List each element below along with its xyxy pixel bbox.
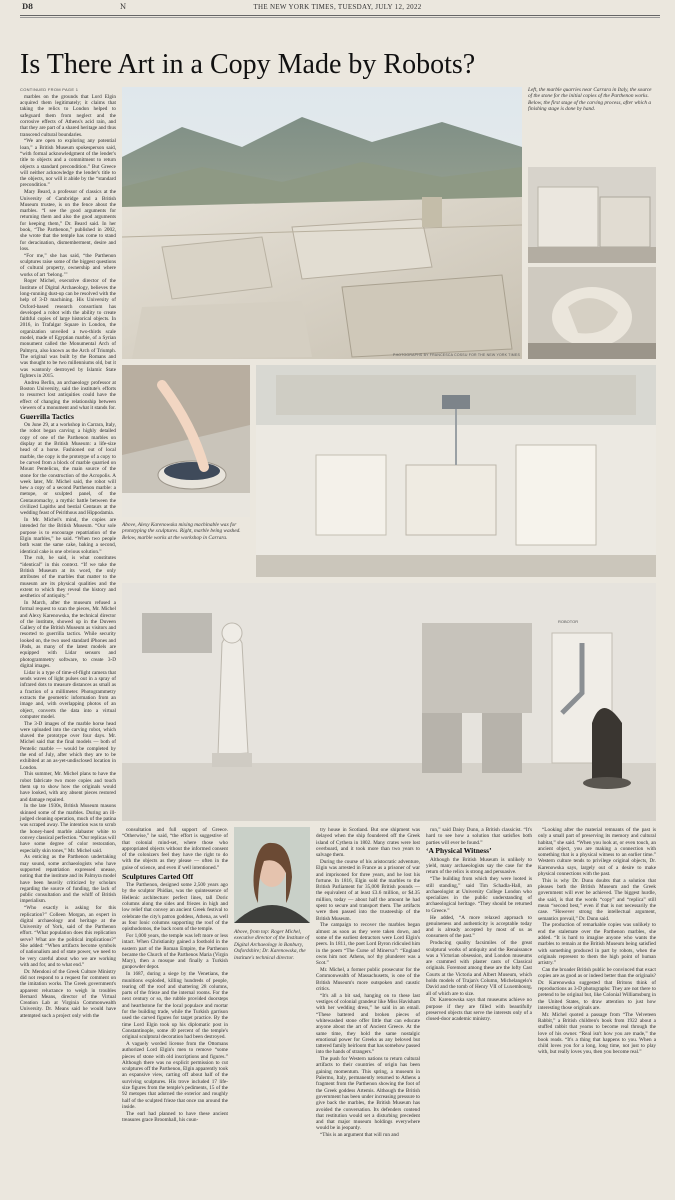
paragraph: In the late 1930s, British Museum masons skinned some of the marbles. During an ill-judged cleaning operation, much of the patina was scraped away. The intention was to scrub the honey-hued marble alabaster white to convey classical perfection. “Our replicas will have some degree of color restoration, especially skin tones,” Mr. Michel said. [20,803,116,854]
paragraph: The Parthenon, designed some 2,500 years ago by the sculptor Phidias, was the quintessence of Hellenic architecture: perfect lines, tall Doric columns along the sides and friezes in high and low relief that convey an ancient Greek festival to celebrate the city's patron goddess, Athena, as well as four Ionic columns supporting the roof of the opisthodomos, the back room of the temple. [122,882,228,933]
paragraph: For 1,000 years, the temple was left more or less intact. When Christianity gained a foothold in the eastern part of the Roman Empire, the Parthenon became the Church of the Parthenos Maria (Virgin Mary), then a mosque and finally a Turkish gunpowder depot. [122,932,228,971]
paragraph: On June 29, at a workshop in Carrara, Italy, the robot began carving a highly detailed copy of one of the Parthenon marbles on display at the British Museum: a life-size head of a horse. Fashioned out of local marble, the copy is the prototype of a copy to be carved from a block of marble quarried on Mount Pentelicus, the main source of the stone for the construction of the Acropolis. A week later, Mr. Michel said, the robot will hew a copy of a second Parthenon marble: a metope, or sculpted panel, of the Centauromachy, a mythic battle between the civilized Lapiths and bestial Centaurs at the wedding feast of Peirithous and Hippodamia. [20,422,116,517]
paragraph: “This is an argument that will run and [320,1132,399,1139]
paragraph: The campaign to recover the marbles began almost as soon as they were taken down, and some of the earliest detractors were Lord Elgin's peers. In 1811, the poet Lord Byron ridiculed him in the poem “The Curse of Minerva”: “England owns him not: Athens, no! thy plunderer was a Scot.” [316,922,420,967]
paragraph: Producing quality facsimiles of the great sculptural works of antiquity and the Renaissance was a Victorian obsession, and London museums are crammed with plaster casts of Classical originals. Foremost among these are the lofty Cast Courts at the Victoria and Albert Museum, which holds models of Trajan's Column, Michelangelo's David and the tomb of Henry VII of Luxembourg, all of which are to size. [426,940,532,997]
paragraph: In Mr. Michel's mind, the copies are intended for the British Museum. “Our sole purpose is to encourage repatriation of the Elgin marbles,” he said. “When two people both want the same cake, baking a second, identical cake is one obvious solution.” [20,517,116,555]
paragraph: As enticing as the Parthenon undertaking may sound, some archaeologists who have supported repatriation expressed unease, noting that the institute and its Palmyra model have been heavily criticized by scholars regarding the source of funding, the lack of public consultation and the whiff of British imperialism. [20,854,116,905]
paragraph: marbles on the grounds that Lord Elgin acquired them legitimately; it claims that taking the relics to London helped to safeguard them from neglect and the corrosive effects of Athens's acid rain, and that they are part of a shared heritage and thus transcend cultural boundaries. [20,93,116,138]
carving-stage-photo [528,267,656,359]
top-rule-thin [20,17,660,18]
paragraph: “Who exactly is asking for this replication?” Colleen Morgan, an expert in digital archaeology and heritage at the University of York, said of the Parthenon effort. “What population does this replication serve? What are the political implications?” She added: “When artifacts become symbols of nationalism and of state power, we need to be very careful about who we are working with and for, and to what end.” [20,905,116,968]
workshop-gallery-photo [122,583,656,821]
paragraph: Roger Michel, executive director of the Institute of Digital Archaeology, believes the long-running dust-up can be resolved with the help of 3-D machining. His University of Oxford-based research consortium has developed a robot with the ability to create faithful copies of large historical objects. In 2016, in Trafalgar Square in London, the organization unveiled a two-thirds scale model, made of Egyptian marble, of a Syrian monument called the Monumental Arch of Palmyra, also known as the Arch of Triumph. The original was built by the Romans and was thought to be two millenniums old, but it was wantonly destroyed by Islamic State fighters in 2015. [20,278,116,379]
paragraph: This is why Dr. Dunn doubts that a solution that pleases both the British Museum and the Greek government will ever be achieved. The biggest hurdle, she said, is that the words “copy” and “replica” still mean “second best,” even if that is not necessarily the case. “However strong the intellectual argument, semantics prevail,” Dr. Dunn said. [538,877,656,922]
paragraph: The push for Western nations to return cultural artifacts to their countries of origin has been gaining momentum. This spring, a museum in Palermo, Italy, permanently returned to Athens a fragment from the Parthenon showing the foot of the Greek goddess Artemis. Although the British government has been under increasing pressure to give back the marbles, the British Museum has avoided the conversation. Its defenders contend that restitution would set a disturbing precedent and that major museum holdings everywhere would be in jeopardy. [316,1056,420,1132]
article-column-3 [316,827,420,1139]
photo-credit: PHOTOGRAPHS BY FRANCESCA COSSU FOR THE NEW YORK TIMES [393,353,520,357]
paragraph: Dr. Mendoni of the Greek Culture Ministry did not respond to a request for comment on the imitation works. The Greek government's apparent reluctance to weigh in troubles Bernard Means, director of the Virtual Creation Lab at Virginia Commonwealth University. Dr. Means said he would have attempted such a project only with the [20,968,116,1019]
paragraph: run,” said Daisy Dunn, a British classicist. “It's hard to see how a solution that satisfies both parties will ever be found.” [426,827,532,846]
paragraph: This summer, Mr. Michel plans to have the robot fabricate two more copies and touch them up to show how the originals would have looked, with any absent pieces restored and damage repaired. [20,771,116,803]
article-column-5 [538,827,656,1056]
paragraph: “The building from which they were looted is still standing,” said Tim Schadla-Hall, an archaeologist at University College London who specializes in the public understanding of archaeological heritage. “They should be returned to Greece.” [426,876,532,914]
paragraph: “We are open to exploring any potential loan,” a British Museum spokesperson said, “with formal acknowledgment of the lender's title to objects and a commitment to return objects a standard precondition.” But Greece will neither acknowledge the lender's title to the objects, nor will it abide by the “standard precondition.” [20,138,116,189]
edition-mark: N [120,3,127,11]
paragraph: The 3-D images of the marble horse head were uploaded into the carving robot, which shaved the prototype over four days. Mr. Michel said that the final models — both of Pentelic marble — would be completed by the end of July, after which they are to be exhibited at an as-yet-undisclosed location in London. [20,720,116,771]
marble-washing-photo [256,365,656,577]
paragraph: Can the broader British public be convinced that exact copies are as good as or indeed better than the originals? Dr. Karenowska suggested that Britons think of reproductions as 3-D photographs: They are not there to pretend to be original but, like Colonial Williamsburg in the United States, to draw attention to just how interesting those originals are. [538,967,656,1011]
article-column-4 [426,827,532,1023]
paragraph: In March, after the museum refused a formal request to scan the pieces, Mr. Michel and Alexy Karenowska, the technical director of the institute, showed up in the Duveen Gallery of the British Museum as visitors and resorted to guerrilla tactics. While security looked on, the two used standard iPhones and iPads, as many of the latest models are equipped with Lidar sensors and photogrammetry software, to create 3-D digital images. [20,599,116,669]
paragraph: Lidar is a type of time-of-flight camera that sends waves of light pulses out in a spray of infrared dots to measure distances as small as a fraction of a millimeter. Photogrammetry extracts the geometric information from an image and, with overlapping photos of an object, converts the data into a virtual computer model. [20,669,116,720]
headline: Is There Art in a Copy Made by Robots? [20,49,476,80]
top-rule [20,15,660,16]
portrait-photo [234,827,310,923]
paragraph: Dr. Karenowska says that museums achieve no purpose if they are filled with beautifully preserved objects that serve the interests only of a closed-door academic ministry. [426,997,532,1023]
paragraph: Although the British Museum is unlikely to yield, many archaeologists say the case for the return of the relics is strong and persuasive. [426,856,532,876]
paragraph: A vaguely worded license from the Ottomans authorized Lord Elgin's men to remove “some pieces of stone with old inscriptions and figures.” Although there was no explicit permission to cut sculptures off the Parthenon, Elgin apparently took an expansive view, carting off about half of the surviving sculptures. His trove included 17 life-size figures from the temple's pediments, 15 of the 92 metopes that adorned the exterior and roughly half of the sculpted frieze that once ran around the inside. [122,1041,228,1110]
continued-kicker: CONTINUED FROM PAGE 1 [20,87,79,92]
subhead-sculptures-carted-off: Sculptures Carted Off [122,871,194,881]
paragraph: “For me,” she has said, “the Parthenon sculptures raise some of the biggest questions of cultural property, ownership and where works of art ‘belong.’” [20,252,116,278]
paragraph: “Looking after the material remnants of the past is only a small part of preserving its memory and cultural habitat,” she said. “When you look at, or even touch, an ancient object, you are making a connection with something that is a physical witness to an earlier time.” Western culture tends to privilege original objects, Dr. Karenowska says, largely out of a desire to make physical connections with the past. [538,827,656,878]
wax-mixing-photo [122,365,250,517]
paragraph: During the course of his aristocratic adventure, Elgin was arrested in France as a prisoner of war and imprisoned for three years, and he lost his fortune. In 1816, Elgin sold the marbles to the British Parliament for 35,000 British pounds — the equivalent of at least £3.6 million, or $4.35 million, today — about half the amount he had spent to secure and transport them. The artifacts were then passed into the trusteeship of the British Museum. [316,858,420,922]
paragraph: The production of remarkable copies was unlikely to end the stalemate over the Parthenon marbles, she added. “It is hard to imagine anyone who wants the marbles to remain at the British Museum being satisfied with something produced in part by robots, when the originals represent to them the high point of human artistry.” [538,922,656,967]
paragraph: The earl had planned to have these ancient treasures grace Broomhall, his coun- [122,1110,228,1124]
paragraph: In 1687, during a siege by the Venetians, the munitions exploded, killing hundreds of people, tearing off the roof and shattering 28 columns, parts of the frieze and the internal rooms. For the next century or so, the rubble provided doorsteps and hearthstone for the local populace and mortar for the building trade, while the Turkish garrison used the carved figures for target practice. By the time Lord Elgin took up his diplomatic post in Constantinople, some 40 percent of the temple's original sculptural decoration had been destroyed. [122,971,228,1041]
paragraph: try house in Scotland. But one shipment was delayed when the ship foundered off the Greek island of Cythera in 1802. Many crates were lost overboard, and it took more than two years to salvage them. [316,827,420,859]
article-column-2 [122,827,228,1123]
paragraph: Andrea Berlin, an archaeology professor at Boston University, said the institute's efforts to resurrect lost antiquities could have the effect of changing the relationship between viewers of a monument and what it stands for. [20,379,116,411]
caption-quarry: Left, the marble quarries near Carrara in Italy, the source of the stone for the initial copies of the Parthenon works. Below, the first stage of the carving process, after which a finishing stage is done by hand. [528,87,652,113]
caption-portrait: Above, from top: Roger Michel, executive director of the Institute of Digital Archaeology in Banbury, Oxfordshire; Dr. Karenowska, the institute's technical director. [234,929,310,961]
paragraph: Mr. Michel, a former public prosecutor for the Commonwealth of Massachusetts, is one of the British Museum's more outspoken and caustic critics. [316,967,420,992]
paragraph: The rub, he said, is what constitutes “identical” in this context. “If we take the British Museum at its word, the only attributes of the marbles that matter to the museum are its physical qualities and the extent to which they reveal the history and aesthetics of antiquity.” [20,555,116,600]
folio-bar [0,0,675,14]
paragraph: consultation and full support of Greece. “Otherwise,” he said, “the effort is suggestive of that colonial mind-set, where those who appropriated objects without the informed consent of the colonizers feel they have the right to do with the objects as they please — often in the guise of science, and even if well intentioned.” [122,827,228,871]
subhead-guerrilla-tactics: Guerrilla Tactics [20,411,74,421]
robot-label: ROBOTOR [558,619,579,624]
paragraph: “It's all a bit sad, hanging on to these last vestiges of colonial grandeur like Miss Havisham with her wedding dress,” he said in an email. “These battered and broken pieces of whitewashed stone offer little that can educate anyone about the art of Ancient Greece. At the same time, they hold the same nostalgic emotional power for Greeks as any beloved but tattered family heirloom that has somehow passed into the hands of strangers.” [316,992,421,1056]
quarry-photo [122,87,522,359]
article-column-1 [20,87,116,1019]
marble-block-photo [528,167,656,263]
paragraph: Mary Beard, a professor of classics at the University of Cambridge and a British Museum trustee, is on the fence about the marbles. “I see the good arguments for returning them and also the good arguments for keeping them,” Dr. Beard said. In her book, “The Parthenon,” published in 2002, she wrote that the temple has come to stand for deracination, dismemberment, desire and loss. [20,189,116,252]
paragraph: He added, “A more relaxed approach to genuineness and authenticity is acceptable today and is already accepted by most of us as consumers of the past.” [426,914,532,940]
paragraph: Mr. Michel quoted a passage from “The Velveteen Rabbit,” a British children's book from 1922 about a stuffed rabbit that yearns to become real through the love of his owner. “Real isn't how you are made,” the book reads. “It's a thing that happens to you. When a child loves you for a long, long time, not just to play with, but really loves you, then you become real.” [538,1011,656,1056]
page-number: D8 [22,2,33,11]
masthead-dateline: THE NEW YORK TIMES, TUESDAY, JULY 12, 2022 [253,3,422,11]
subhead-a-physical-witness: ‘A Physical Witness’ [426,846,492,856]
caption-wax: Above, Alexy Karenowska mixing machinable wax for prototyping the sculptures. Right, marble being washed. Below, marble works at the workshop in Carrara. [122,522,241,541]
